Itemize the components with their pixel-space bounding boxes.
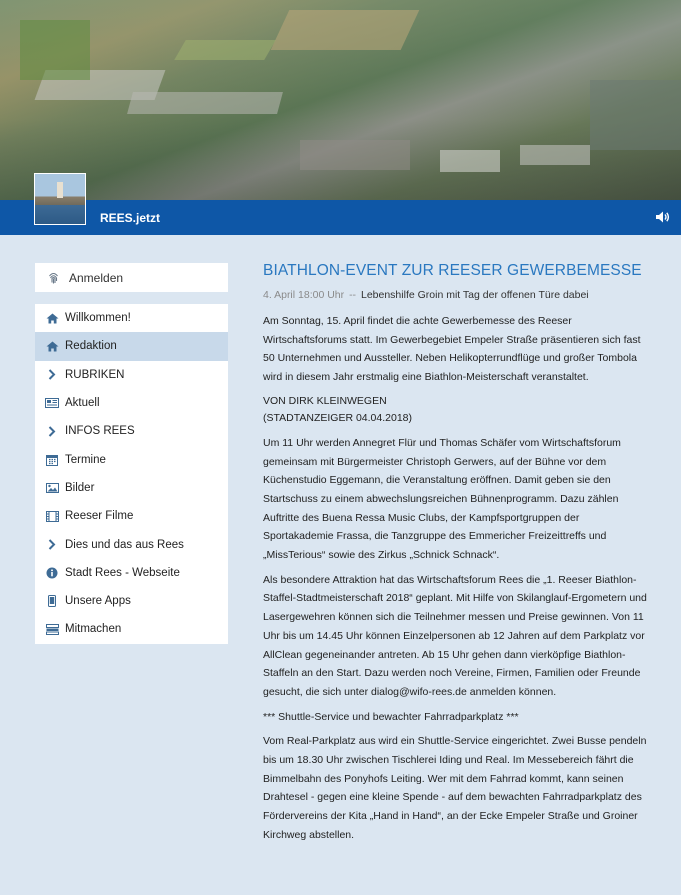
- chevron-right-icon: [45, 426, 59, 437]
- calendar-icon: [45, 454, 59, 466]
- article-author: VON DIRK KLEINWEGEN: [263, 394, 387, 407]
- nav-item-label: RUBRIKEN: [65, 368, 125, 381]
- info-icon: [45, 567, 59, 579]
- nav-item-willkommen[interactable]: [35, 304, 228, 332]
- nav-item-label: Unsere Apps: [65, 595, 131, 608]
- nav-item-label: INFOS REES: [65, 425, 135, 438]
- login-panel: [35, 263, 228, 292]
- nav-item-label: Mitmachen: [65, 623, 122, 636]
- nav-item-aktuell[interactable]: [35, 389, 228, 417]
- fingerprint-icon: [47, 271, 59, 284]
- nav-item-dies-und-das[interactable]: [35, 530, 228, 558]
- nav-item-mitmachen[interactable]: [35, 615, 228, 643]
- header-banner-image: [0, 0, 681, 200]
- site-avatar[interactable]: [34, 173, 86, 225]
- nav-item-label: Termine: [65, 453, 106, 466]
- newspaper-icon: [45, 398, 59, 408]
- nav-item-termine[interactable]: [35, 445, 228, 473]
- login-button[interactable]: [35, 263, 228, 292]
- nav-item-label: Redaktion: [65, 340, 117, 353]
- film-icon: [45, 511, 59, 522]
- article-subheading: *** Shuttle-Service und bewachter Fahrradparkplatz ***: [263, 710, 519, 723]
- nav-item-stadt-rees-webseite[interactable]: [35, 559, 228, 587]
- article-source: (STADTANZEIGER 04.04.2018): [263, 412, 412, 425]
- nav-item-redaktion[interactable]: [35, 332, 228, 360]
- login-label: Anmelden: [69, 270, 124, 285]
- article-title: BIATHLON-EVENT ZUR REESER GEWERBEMESSE: [263, 262, 642, 279]
- nav-item-label: Reeser Filme: [65, 510, 134, 523]
- related-article-link[interactable]: Lebenshilfe Groin mit Tag der offenen Türe dabei: [360, 289, 589, 301]
- mobile-icon: [45, 595, 59, 607]
- article-paragraph: Um 11 Uhr werden Annegret Flür und Thomas Schäfer vom Wirtschaftsforum gemeinsam mit Bürgermeister Christoph Gerwers, auf der Bühne vor dem Küchenstudio Eggemann, die Veranstaltung eröffnen. Damit geben sie den Startschuss zu einem abwechslungsreichen Bühnenprogramm. Dazu zählen Auftritte des Buena Ressa Music Clubs, der Kampfsportgruppen der Sportakademie Frassa, die Tanzgruppe des Emmericher Freizeittreffs und „MissTerious“ sowie des Zirkus „Schnick Schnack“.: [263, 436, 621, 562]
- nav-item-label: Dies und das aus Rees: [65, 538, 184, 551]
- nav-item-label: Aktuell: [65, 397, 100, 410]
- chevron-right-icon: [45, 539, 59, 550]
- meta-separator: --: [349, 289, 357, 301]
- nav-item-label: Stadt Rees - Webseite: [65, 566, 180, 579]
- article-paragraph: Vom Real-Parkplatz aus wird ein Shuttle-Service eingerichtet. Zwei Busse pendeln bis um 18.30 Uhr zwischen Tischlerei Iding und Real. Im Messebereich fährt die Bimmelbahn des Ponyhofs Leiting. Wer mit dem Fahrrad kommt, kann seinen Drahtesel - gegen eine kleine Spende - auf dem bewachten Fahrradparkplatz des Fördervereins der Kita „Hand in Hand“, an der Ecke Empeler Straße und Groiner Kirchweg abstellen.: [263, 735, 647, 841]
- article: [263, 262, 648, 851]
- nav-item-infos-rees[interactable]: [35, 417, 228, 445]
- nav-item-label: Bilder: [65, 481, 95, 494]
- tasks-icon: [45, 624, 59, 635]
- article-intro: Am Sonntag, 15. April findet die achte Gewerbemesse des Reeser Wirtschaftsforums statt. Im Gewerbegebiet Empeler Straße präsentieren sich fast 50 Unternehmen und Aussteller. Neben Helikopterrundflüge und großer Tombola wird in diesem Jahr erstmalig eine Biathlon-Meisterschaft veranstaltet.: [263, 315, 641, 384]
- image-icon: [45, 483, 59, 493]
- home-icon: [45, 341, 59, 352]
- site-name[interactable]: REES.jetzt: [100, 211, 161, 225]
- nav-item-reeser-filme[interactable]: [35, 502, 228, 530]
- home-icon: [45, 313, 59, 324]
- volume-icon[interactable]: [655, 210, 671, 224]
- nav-item-unsere-apps[interactable]: [35, 587, 228, 615]
- nav-item-rubriken[interactable]: [35, 361, 228, 389]
- nav-item-bilder[interactable]: [35, 474, 228, 502]
- article-date: 4. April 18:00 Uhr: [263, 289, 345, 301]
- chevron-right-icon: [45, 369, 59, 380]
- article-meta: [263, 289, 648, 301]
- main-navigation: [35, 304, 228, 644]
- article-paragraph: Als besondere Attraktion hat das Wirtschaftsforum Rees die „1. Reeser Biathlon-Staffel-Stadtmeisterschaft 2018“ geplant. Mit Hilfe von Skilanglauf-Ergometern und Lasergewehren können sich die Teilnehmer messen und Preise gewinnen. Von 11 Uhr bis um 14.45 Uhr können Einzelpersonen ab 12 Jahren auf dem Parkplatz vor AllClean gegeneinander antreten. Ab 15 Uhr gehen dann vierköpfige Biathlon-Staffeln an den Start. Dazu werden noch Vereine, Firmen, Familien oder Freunde gesucht, die sich unter dialog@wifo-rees.de anmelden können.: [263, 573, 647, 698]
- nav-item-label: Willkommen!: [65, 312, 131, 325]
